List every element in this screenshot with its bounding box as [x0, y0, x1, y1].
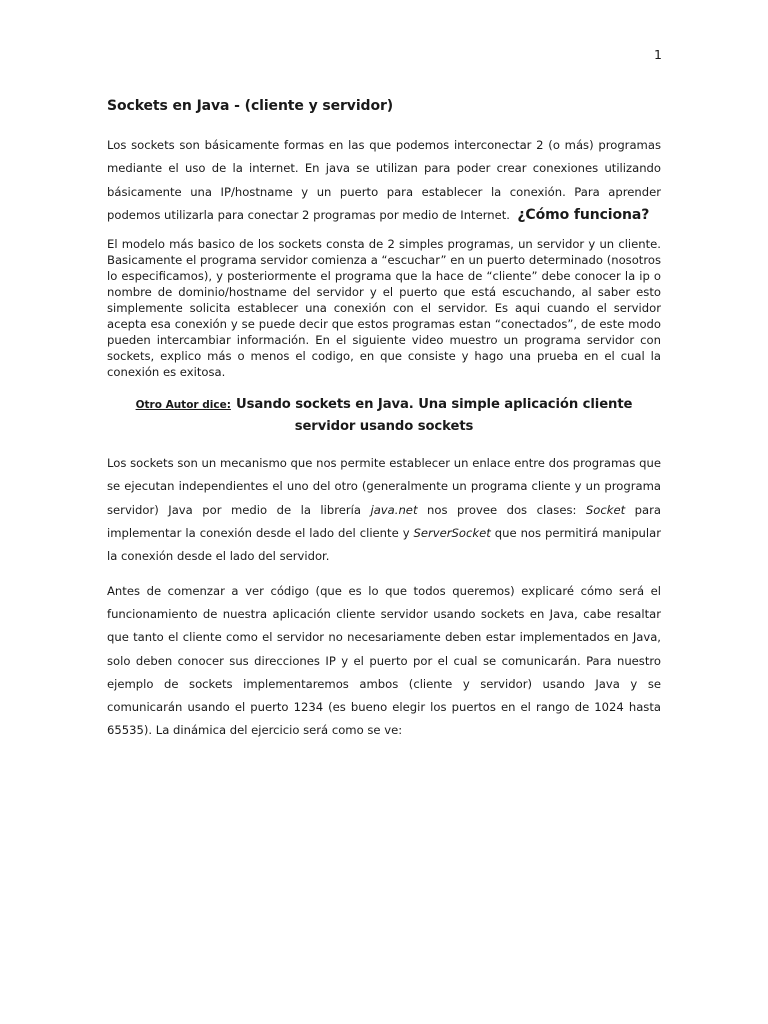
final-paragraph: Antes de comenzar a ver código (que es lo que todos queremos) explicaré cómo será el funcionamiento de nuestra aplicación cliente servidor usando sockets en Java, cabe resaltar que tanto el cliente como el servidor no necesariamente deben estar implementados en Java, solo deben conocer sus direcciones IP y el puerto por el cual se comunicarán. Para nuestro ejemplo de sockets implementaremos ambos (cliente y servidor) usando Java y se comunicarán usando el puerto 1234 (es bueno elegir los puertos en el rango de 1024 hasta 65535). La dinámica del ejercicio será como se ve:	[107, 583, 661, 738]
como-funciona-heading: ¿Cómo funciona?	[517, 206, 650, 223]
sockets-text-1: Los sockets son un mecanismo que nos permite establecer un enlace entre dos programas que se ejecutan independientes el uno del otro (generalmente un programa cliente y un programa servidor) Java por medio de la librería	[107, 456, 661, 517]
sockets-text-3: para implementar la conexión desde el lado del cliente y	[107, 502, 661, 541]
intro-paragraph	[107, 134, 661, 227]
page-number: 1	[654, 47, 662, 62]
intro-text: Los sockets son básicamente formas en las que podemos interconectar 2 (o más) programas mediante el uso de la internet. En java se utilizan para poder crear conexiones utilizando básicamente una IP/hostname y un puerto para establecer la conexión. Para aprender podemos utilizarla para conectar 2 programas por medio de Internet.	[107, 138, 661, 222]
document-body	[107, 96, 661, 743]
document-title: Sockets en Java - (cliente y servidor)	[107, 98, 394, 114]
second-section-heading	[107, 393, 661, 437]
como-funciona-paragraph: El modelo más basico de los sockets consta de 2 simples programas, un servidor y un cliente. Basicamente el programa servidor comienza a “escuchar” en un puerto determinado (nosotros lo especificamos), y posteriormente el programa que la hace de “cliente” debe conocer la ip o nombre de dominio/hostname del servidor y el puerto que está escuchando, al saber esto simplemente solicita establecer una conexión con el servidor. Es aqui cuando el servidor acepta esa conexión y se puede decir que estos programas estan “conectados”, de este modo pueden intercambiar información. En el siguiente video muestro un programa servidor con sockets, explico más o menos el codigo, en que consiste y hago una prueba en el cual la conexión es exitosa.	[107, 237, 661, 380]
sockets-paragraph	[107, 452, 661, 568]
sockets-text-4: que nos permitirá manipular la conexión desde el lado del servidor.	[107, 526, 661, 564]
sockets-text-2: nos provee dos clases:	[417, 502, 586, 517]
java-net-library: java.net	[370, 502, 418, 517]
other-author-label: Otro Autor dice:	[135, 399, 231, 412]
second-section-title: Usando sockets en Java. Una simple aplicación cliente servidor usando sockets	[236, 397, 633, 435]
socket-class-name: Socket	[585, 502, 626, 517]
serversocket-class-name: ServerSocket	[413, 526, 491, 541]
